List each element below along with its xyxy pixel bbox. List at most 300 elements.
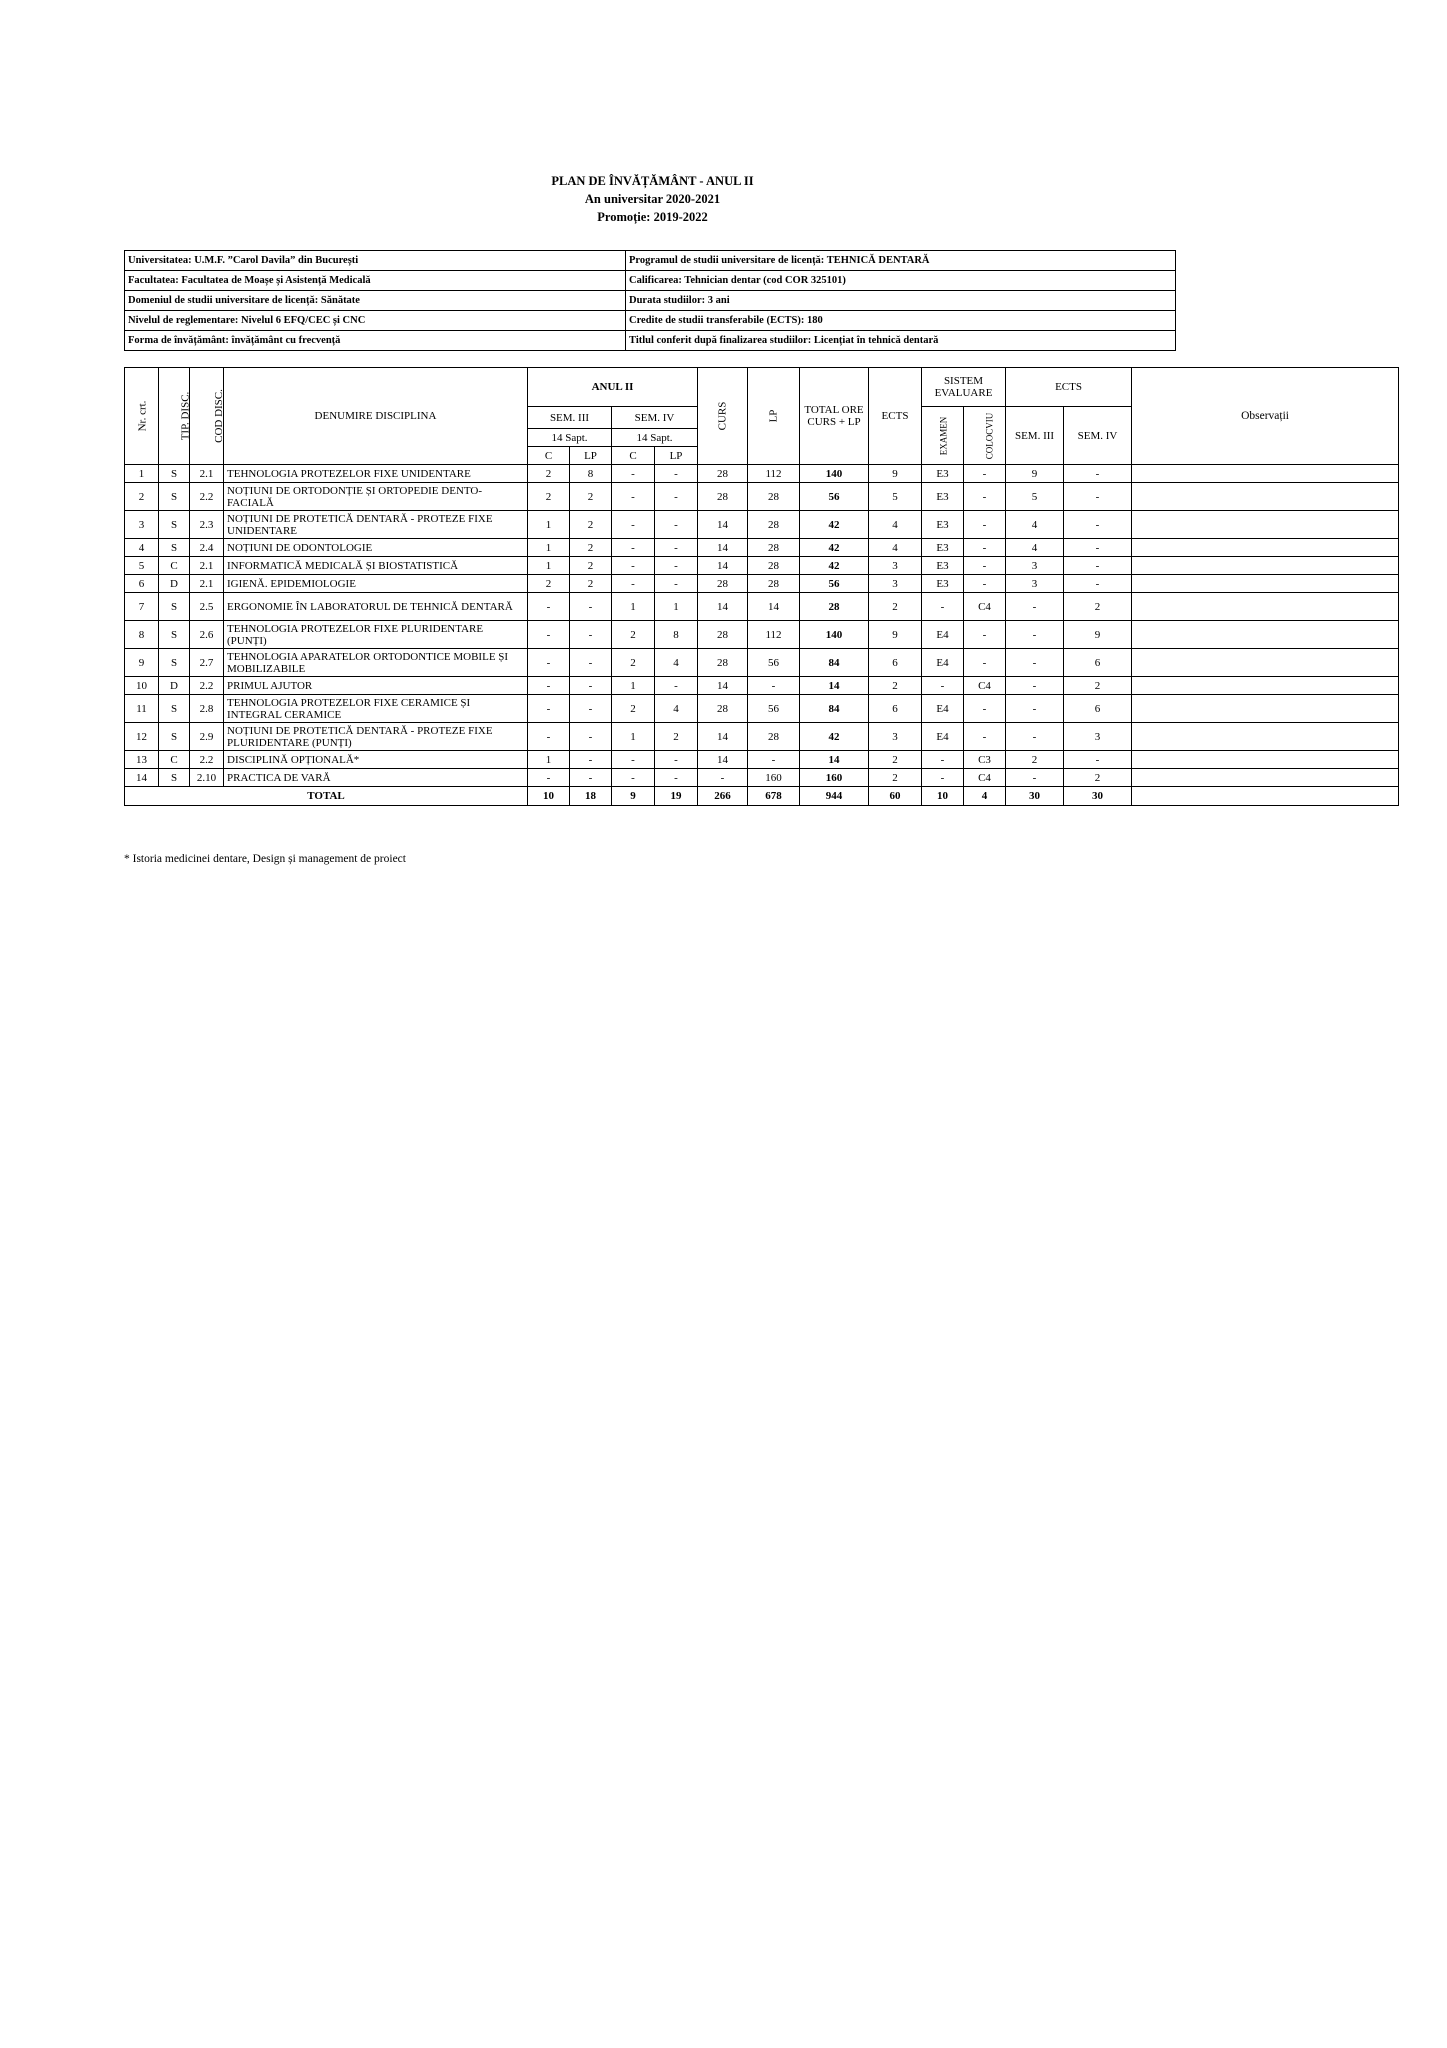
row-total: 14 <box>800 751 869 769</box>
row-ects-sem4: 6 <box>1064 649 1132 677</box>
row-lp4: - <box>655 539 698 557</box>
row-ects-sem4: - <box>1064 751 1132 769</box>
table-row <box>125 769 1399 787</box>
row-ects-sem4: 2 <box>1064 593 1132 621</box>
row-total: 140 <box>800 465 869 483</box>
header-c3: C <box>528 447 570 465</box>
row-ects-sem4: 9 <box>1064 621 1132 649</box>
row-total: 42 <box>800 511 869 539</box>
row-tip: C <box>159 557 190 575</box>
header-lp: LP <box>748 368 800 465</box>
program-info-table <box>124 250 1176 351</box>
info-domain: Domeniul de studii universitare de licență: Sănătate <box>125 291 626 311</box>
row-nr: 5 <box>125 557 159 575</box>
row-examen: - <box>922 677 964 695</box>
row-cod: 2.3 <box>190 511 224 539</box>
row-c4: - <box>612 539 655 557</box>
row-c3: - <box>528 723 570 751</box>
header-total-ore: TOTAL ORE CURS + LP <box>800 368 869 465</box>
row-ects-sem4: - <box>1064 557 1132 575</box>
row-name: TEHNOLOGIA PROTEZELOR FIXE CERAMICE ȘI INTEGRAL CERAMICE <box>224 695 528 723</box>
header-lp4: LP <box>655 447 698 465</box>
row-colocviu: C4 <box>964 593 1006 621</box>
row-c3: 1 <box>528 539 570 557</box>
row-total: 42 <box>800 539 869 557</box>
row-examen: E3 <box>922 465 964 483</box>
row-c4: 1 <box>612 677 655 695</box>
row-lp: 112 <box>748 465 800 483</box>
row-colocviu: - <box>964 723 1006 751</box>
row-name: ERGONOMIE ÎN LABORATORUL DE TEHNICĂ DENTARĂ <box>224 593 528 621</box>
table-row <box>125 695 1399 723</box>
header-sapt4: 14 Sapt. <box>612 429 698 447</box>
row-ects-sem4: 6 <box>1064 695 1132 723</box>
row-name: IGIENĂ. EPIDEMIOLOGIE <box>224 575 528 593</box>
row-lp: 28 <box>748 539 800 557</box>
row-examen: E4 <box>922 723 964 751</box>
row-total: 160 <box>800 769 869 787</box>
row-nr: 12 <box>125 723 159 751</box>
row-name: TEHNOLOGIA PROTEZELOR FIXE PLURIDENTARE (PUNȚI) <box>224 621 528 649</box>
row-c3: 1 <box>528 557 570 575</box>
total-label: TOTAL <box>125 787 528 806</box>
row-name: INFORMATICĂ MEDICALĂ ȘI BIOSTATISTICĂ <box>224 557 528 575</box>
info-university: Universitatea: U.M.F. ”Carol Davila” din București <box>125 251 626 271</box>
row-total: 84 <box>800 649 869 677</box>
header-ects-sem3: SEM. III <box>1006 407 1064 465</box>
row-c3: 2 <box>528 483 570 511</box>
row-lp: 56 <box>748 649 800 677</box>
row-lp4: - <box>655 575 698 593</box>
row-ects: 5 <box>869 483 922 511</box>
row-cod: 2.9 <box>190 723 224 751</box>
row-colocviu: - <box>964 621 1006 649</box>
row-lp3: 2 <box>570 575 612 593</box>
row-tip: S <box>159 621 190 649</box>
row-tip: C <box>159 751 190 769</box>
header-colocviu: COLOCVIU <box>964 407 1006 465</box>
row-c4: - <box>612 575 655 593</box>
row-observatii <box>1132 723 1399 751</box>
total-lp3: 18 <box>570 787 612 806</box>
row-lp3: - <box>570 621 612 649</box>
row-nr: 7 <box>125 593 159 621</box>
row-total: 56 <box>800 483 869 511</box>
row-curs: 14 <box>698 511 748 539</box>
row-name: TEHNOLOGIA PROTEZELOR FIXE UNIDENTARE <box>224 465 528 483</box>
row-c3: - <box>528 695 570 723</box>
row-ects-sem3: 3 <box>1006 575 1064 593</box>
row-total: 42 <box>800 723 869 751</box>
document-title: PLAN DE ÎNVĂȚĂMÂNT - ANUL II <box>551 174 754 188</box>
row-c4: - <box>612 465 655 483</box>
row-ects-sem3: 4 <box>1006 539 1064 557</box>
row-c3: - <box>528 593 570 621</box>
row-examen: - <box>922 593 964 621</box>
row-lp: 28 <box>748 511 800 539</box>
row-ects-sem4: - <box>1064 511 1132 539</box>
row-tip: S <box>159 695 190 723</box>
row-colocviu: - <box>964 575 1006 593</box>
row-c4: - <box>612 557 655 575</box>
row-ects: 3 <box>869 557 922 575</box>
row-ects: 2 <box>869 769 922 787</box>
row-lp3: 2 <box>570 483 612 511</box>
row-nr: 2 <box>125 483 159 511</box>
row-ects-sem4: 3 <box>1064 723 1132 751</box>
info-title: Titlul conferit după finalizarea studiilor: Licențiat în tehnică dentară <box>626 331 1176 351</box>
row-name: DISCIPLINĂ OPȚIONALĂ* <box>224 751 528 769</box>
total-examen: 10 <box>922 787 964 806</box>
header-curs: CURS <box>698 368 748 465</box>
info-form: Forma de învățământ: învățământ cu frecvență <box>125 331 626 351</box>
header-tip: TIP. DISC. <box>159 368 190 465</box>
curriculum-table <box>124 367 1399 806</box>
row-lp: 160 <box>748 769 800 787</box>
table-row <box>125 593 1399 621</box>
row-observatii <box>1132 677 1399 695</box>
row-ects-sem3: 2 <box>1006 751 1064 769</box>
total-c3: 10 <box>528 787 570 806</box>
header-c4: C <box>612 447 655 465</box>
row-colocviu: C4 <box>964 677 1006 695</box>
row-curs: 14 <box>698 723 748 751</box>
row-nr: 3 <box>125 511 159 539</box>
header-lp3: LP <box>570 447 612 465</box>
row-lp: - <box>748 677 800 695</box>
row-lp: 28 <box>748 557 800 575</box>
row-lp: 56 <box>748 695 800 723</box>
row-total: 140 <box>800 621 869 649</box>
row-observatii <box>1132 769 1399 787</box>
row-name: PRACTICA DE VARĂ <box>224 769 528 787</box>
row-curs: 28 <box>698 483 748 511</box>
total-lp: 678 <box>748 787 800 806</box>
table-row <box>125 649 1399 677</box>
total-ects-sem3: 30 <box>1006 787 1064 806</box>
row-lp4: 1 <box>655 593 698 621</box>
row-ects-sem3: 9 <box>1006 465 1064 483</box>
row-c3: 1 <box>528 511 570 539</box>
row-colocviu: - <box>964 557 1006 575</box>
row-observatii <box>1132 649 1399 677</box>
row-lp: - <box>748 751 800 769</box>
row-total: 28 <box>800 593 869 621</box>
table-row <box>125 621 1399 649</box>
row-observatii <box>1132 557 1399 575</box>
row-ects: 2 <box>869 677 922 695</box>
row-ects-sem4: 2 <box>1064 677 1132 695</box>
row-curs: 14 <box>698 557 748 575</box>
row-name: TEHNOLOGIA APARATELOR ORTODONTICE MOBILE ȘI MOBILIZABILE <box>224 649 528 677</box>
row-examen: E3 <box>922 539 964 557</box>
row-ects: 6 <box>869 649 922 677</box>
table-row <box>125 483 1399 511</box>
row-tip: S <box>159 649 190 677</box>
row-curs: 14 <box>698 539 748 557</box>
info-credits: Credite de studii transferabile (ECTS): 180 <box>626 311 1176 331</box>
row-cod: 2.1 <box>190 557 224 575</box>
row-ects-sem3: - <box>1006 677 1064 695</box>
row-colocviu: - <box>964 465 1006 483</box>
row-c4: 2 <box>612 649 655 677</box>
row-nr: 11 <box>125 695 159 723</box>
row-c4: - <box>612 511 655 539</box>
header-observatii: Observații <box>1132 368 1399 465</box>
header-examen: EXAMEN <box>922 407 964 465</box>
row-ects-sem3: - <box>1006 695 1064 723</box>
promotion: Promoție: 2019-2022 <box>597 210 708 224</box>
row-colocviu: C4 <box>964 769 1006 787</box>
row-c4: 1 <box>612 723 655 751</box>
row-curs: 28 <box>698 465 748 483</box>
row-colocviu: C3 <box>964 751 1006 769</box>
row-examen: E3 <box>922 575 964 593</box>
row-curs: 28 <box>698 621 748 649</box>
row-examen: E3 <box>922 511 964 539</box>
row-lp3: 8 <box>570 465 612 483</box>
row-name: NOȚIUNI DE ORTODONȚIE ȘI ORTOPEDIE DENTO-FACIALĂ <box>224 483 528 511</box>
row-curs: 28 <box>698 695 748 723</box>
table-row <box>125 539 1399 557</box>
row-lp4: 8 <box>655 621 698 649</box>
row-c4: 2 <box>612 695 655 723</box>
row-ects: 9 <box>869 465 922 483</box>
row-colocviu: - <box>964 539 1006 557</box>
row-lp3: - <box>570 769 612 787</box>
academic-year: An universitar 2020-2021 <box>584 192 721 206</box>
row-cod: 2.7 <box>190 649 224 677</box>
row-ects-sem4: - <box>1064 539 1132 557</box>
row-ects-sem4: 2 <box>1064 769 1132 787</box>
row-tip: S <box>159 539 190 557</box>
row-tip: S <box>159 723 190 751</box>
total-colocviu: 4 <box>964 787 1006 806</box>
row-examen: E4 <box>922 621 964 649</box>
row-nr: 4 <box>125 539 159 557</box>
row-examen: - <box>922 769 964 787</box>
row-name: NOȚIUNI DE PROTETICĂ DENTARĂ - PROTEZE FIXE PLURIDENTARE (PUNȚI) <box>224 723 528 751</box>
row-ects: 9 <box>869 621 922 649</box>
row-tip: S <box>159 465 190 483</box>
row-lp: 112 <box>748 621 800 649</box>
header-ects-group: ECTS <box>1006 368 1132 407</box>
row-observatii <box>1132 751 1399 769</box>
info-qualification: Calificarea: Tehnician dentar (cod COR 325101) <box>626 271 1176 291</box>
row-total: 84 <box>800 695 869 723</box>
info-faculty: Facultatea: Facultatea de Moașe și Asistență Medicală <box>125 271 626 291</box>
row-lp4: - <box>655 483 698 511</box>
header-anul: ANUL II <box>528 368 698 407</box>
row-ects-sem4: - <box>1064 575 1132 593</box>
row-examen: E4 <box>922 649 964 677</box>
row-ects-sem3: 5 <box>1006 483 1064 511</box>
row-ects-sem3: 3 <box>1006 557 1064 575</box>
row-lp3: - <box>570 723 612 751</box>
row-ects-sem3: 4 <box>1006 511 1064 539</box>
row-nr: 14 <box>125 769 159 787</box>
row-lp: 28 <box>748 483 800 511</box>
row-lp4: 4 <box>655 695 698 723</box>
table-row <box>125 575 1399 593</box>
header-ects-sem4: SEM. IV <box>1064 407 1132 465</box>
row-lp3: 2 <box>570 511 612 539</box>
row-curs: - <box>698 769 748 787</box>
row-examen: E3 <box>922 483 964 511</box>
total-row <box>125 787 1399 806</box>
row-nr: 10 <box>125 677 159 695</box>
row-nr: 6 <box>125 575 159 593</box>
total-ects: 60 <box>869 787 922 806</box>
row-lp4: - <box>655 557 698 575</box>
row-lp4: 2 <box>655 723 698 751</box>
row-c3: - <box>528 677 570 695</box>
row-lp3: 2 <box>570 557 612 575</box>
row-cod: 2.5 <box>190 593 224 621</box>
info-program: Programul de studii universitare de licență: TEHNICĂ DENTARĂ <box>626 251 1176 271</box>
row-ects-sem3: - <box>1006 621 1064 649</box>
row-ects: 3 <box>869 575 922 593</box>
row-ects-sem4: - <box>1064 483 1132 511</box>
row-curs: 14 <box>698 677 748 695</box>
row-c4: - <box>612 751 655 769</box>
row-tip: S <box>159 511 190 539</box>
row-cod: 2.1 <box>190 465 224 483</box>
row-cod: 2.8 <box>190 695 224 723</box>
row-ects-sem4: - <box>1064 465 1132 483</box>
row-lp: 14 <box>748 593 800 621</box>
row-tip: S <box>159 593 190 621</box>
row-c3: 2 <box>528 575 570 593</box>
header-cod: COD DISC. <box>190 368 224 465</box>
row-cod: 2.2 <box>190 483 224 511</box>
row-cod: 2.6 <box>190 621 224 649</box>
table-row <box>125 751 1399 769</box>
row-curs: 28 <box>698 575 748 593</box>
row-lp3: - <box>570 649 612 677</box>
table-row <box>125 511 1399 539</box>
row-observatii <box>1132 465 1399 483</box>
row-observatii <box>1132 695 1399 723</box>
row-ects: 2 <box>869 751 922 769</box>
row-tip: S <box>159 483 190 511</box>
row-observatii <box>1132 575 1399 593</box>
table-row <box>125 465 1399 483</box>
row-lp4: - <box>655 677 698 695</box>
row-c4: - <box>612 483 655 511</box>
row-observatii <box>1132 621 1399 649</box>
row-examen: E3 <box>922 557 964 575</box>
header-sistem: SISTEM EVALUARE <box>922 368 1006 407</box>
row-curs: 14 <box>698 751 748 769</box>
total-c4: 9 <box>612 787 655 806</box>
row-lp3: - <box>570 751 612 769</box>
row-total: 42 <box>800 557 869 575</box>
row-colocviu: - <box>964 695 1006 723</box>
row-lp4: 4 <box>655 649 698 677</box>
row-colocviu: - <box>964 511 1006 539</box>
header-sem3: SEM. III <box>528 407 612 429</box>
row-curs: 28 <box>698 649 748 677</box>
row-c3: - <box>528 769 570 787</box>
row-ects: 6 <box>869 695 922 723</box>
row-lp3: - <box>570 695 612 723</box>
row-c4: - <box>612 769 655 787</box>
row-tip: D <box>159 677 190 695</box>
table-row <box>125 557 1399 575</box>
row-cod: 2.1 <box>190 575 224 593</box>
row-lp: 28 <box>748 575 800 593</box>
header-sapt3: 14 Sapt. <box>528 429 612 447</box>
table-row <box>125 677 1399 695</box>
row-ects: 3 <box>869 723 922 751</box>
row-nr: 13 <box>125 751 159 769</box>
footnote: * Istoria medicinei dentare, Design și management de proiect <box>124 853 406 865</box>
row-tip: S <box>159 769 190 787</box>
row-lp4: - <box>655 511 698 539</box>
total-curs: 266 <box>698 787 748 806</box>
row-observatii <box>1132 483 1399 511</box>
row-lp4: - <box>655 769 698 787</box>
row-total: 56 <box>800 575 869 593</box>
header-sem4: SEM. IV <box>612 407 698 429</box>
row-cod: 2.2 <box>190 677 224 695</box>
row-c4: 2 <box>612 621 655 649</box>
row-ects-sem3: - <box>1006 769 1064 787</box>
header-ects: ECTS <box>869 368 922 465</box>
row-c4: 1 <box>612 593 655 621</box>
row-c3: 2 <box>528 465 570 483</box>
row-cod: 2.2 <box>190 751 224 769</box>
row-name: NOȚIUNI DE ODONTOLOGIE <box>224 539 528 557</box>
row-nr: 8 <box>125 621 159 649</box>
row-total: 14 <box>800 677 869 695</box>
document-title-block <box>0 172 1305 226</box>
total-observatii <box>1132 787 1399 806</box>
row-name: PRIMUL AJUTOR <box>224 677 528 695</box>
row-lp4: - <box>655 751 698 769</box>
row-examen: E4 <box>922 695 964 723</box>
info-level: Nivelul de reglementare: Nivelul 6 EFQ/CEC și CNC <box>125 311 626 331</box>
row-c3: 1 <box>528 751 570 769</box>
row-c3: - <box>528 621 570 649</box>
total-ore: 944 <box>800 787 869 806</box>
row-observatii <box>1132 539 1399 557</box>
row-ects: 4 <box>869 511 922 539</box>
row-cod: 2.10 <box>190 769 224 787</box>
row-curs: 14 <box>698 593 748 621</box>
total-ects-sem4: 30 <box>1064 787 1132 806</box>
row-colocviu: - <box>964 483 1006 511</box>
row-lp3: - <box>570 593 612 621</box>
row-cod: 2.4 <box>190 539 224 557</box>
row-ects: 4 <box>869 539 922 557</box>
row-colocviu: - <box>964 649 1006 677</box>
row-ects-sem3: - <box>1006 593 1064 621</box>
row-lp3: 2 <box>570 539 612 557</box>
row-lp4: - <box>655 465 698 483</box>
row-ects: 2 <box>869 593 922 621</box>
row-lp3: - <box>570 677 612 695</box>
table-row <box>125 723 1399 751</box>
row-nr: 9 <box>125 649 159 677</box>
header-nr: Nr. crt. <box>125 368 159 465</box>
row-lp: 28 <box>748 723 800 751</box>
row-examen: - <box>922 751 964 769</box>
row-observatii <box>1132 511 1399 539</box>
row-observatii <box>1132 593 1399 621</box>
header-name: DENUMIRE DISCIPLINA <box>224 368 528 465</box>
